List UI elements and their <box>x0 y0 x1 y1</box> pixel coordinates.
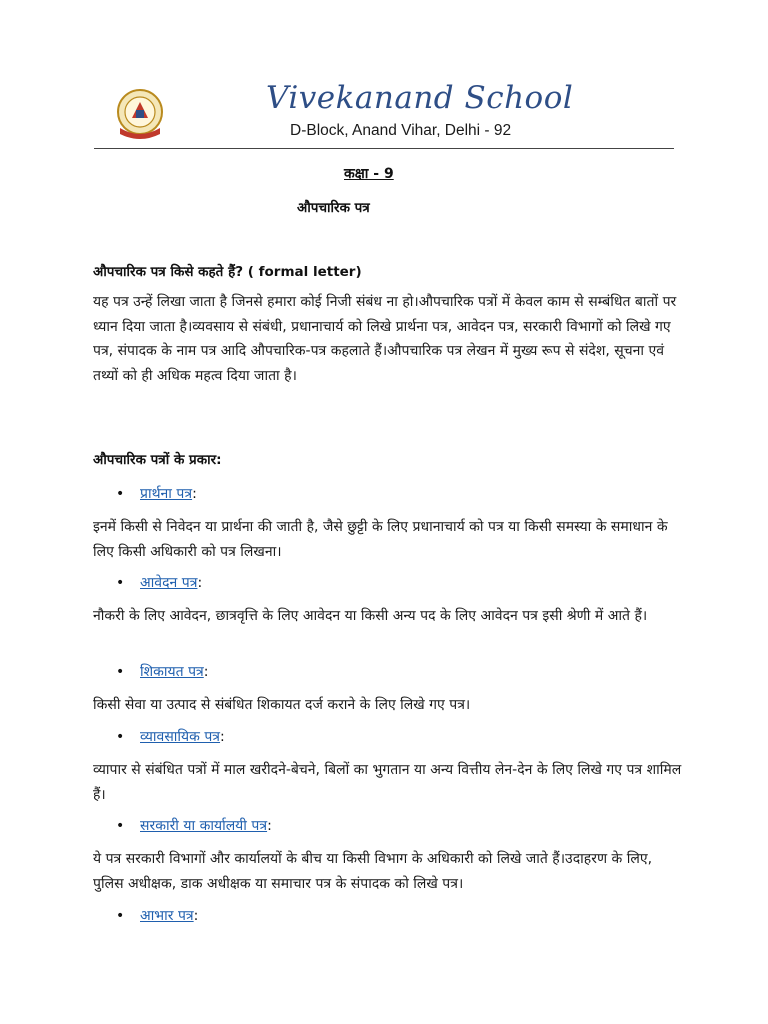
item-description: किसी सेवा या उत्पाद से संबंधित शिकायत दर्ज कराने के लिए लिखे गए पत्र। <box>93 697 471 713</box>
bullet-icon: • <box>116 664 125 680</box>
link-abhar-patra[interactable]: आभार पत्र <box>140 908 194 924</box>
document-title: औपचारिक पत्र <box>297 200 370 216</box>
item-description: व्यापार से संबंधित पत्रों में माल खरीदने-बेचने, बिलों का भुगतान या अन्य वित्तीय लेन-देन के लिए लिखे गए पत्र शामिल हैं। <box>93 762 682 803</box>
list-item-abhar: • आभार पत्र: <box>116 908 199 924</box>
item-description: नौकरी के लिए आवेदन, छात्रवृत्ति के लिए आवेदन या किसी अन्य पद के लिए आवेदन पत्र इसी श्रेणी में आते हैं। <box>93 608 648 624</box>
header-divider <box>94 148 674 149</box>
list-item-avedan: • आवेदन पत्र: <box>116 575 203 591</box>
list-item-shikayat: • शिकायत पत्र: <box>116 664 209 680</box>
school-name: Vivekanand School <box>266 80 574 116</box>
link-vyavsayik-patra[interactable]: व्यावसायिक पत्र <box>140 729 221 745</box>
link-sarkari-patra[interactable]: सरकारी या कार्यालयी पत्र <box>140 818 268 834</box>
link-shikayat-patra[interactable]: शिकायत पत्र <box>140 664 204 680</box>
section-heading-definition: औपचारिक पत्र किसे कहते हैं? ( formal letter) <box>93 264 362 280</box>
bullet-icon: • <box>116 486 125 502</box>
school-logo-icon <box>114 88 166 140</box>
list-item-vyavsayik: • व्यावसायिक पत्र: <box>116 729 225 745</box>
school-address: D-Block, Anand Vihar, Delhi - 92 <box>290 122 512 139</box>
class-label: कक्षा - 9 <box>344 166 394 182</box>
bullet-icon: • <box>116 729 125 745</box>
bullet-icon: • <box>116 908 125 924</box>
letterhead <box>94 80 674 148</box>
item-description: इनमें किसी से निवेदन या प्रार्थना की जाती है, जैसे छुट्टी के लिए प्रधानाचार्य को पत्र या किसी समस्या के समाधान के लिए किसी अधिकारी को पत्र लिखना। <box>93 519 668 560</box>
link-prarthana-patra[interactable]: प्रार्थना पत्र <box>140 486 193 502</box>
bullet-icon: • <box>116 818 125 834</box>
item-description: ये पत्र सरकारी विभागों और कार्यालयों के बीच या किसी विभाग के अधिकारी को लिखे जाते हैं।उदाहरण के लिए, पुलिस अधीक्षक, डाक अधीक्षक या समाचार पत्र के संपादक को लिखे पत्र। <box>93 851 653 892</box>
link-avedan-patra[interactable]: आवेदन पत्र <box>140 575 198 591</box>
list-item-prarthana: • प्रार्थना पत्र: <box>116 486 197 502</box>
definition-paragraph: यह पत्र उन्हें लिखा जाता है जिनसे हमारा कोई निजी संबंध ना हो।औपचारिक पत्रों में केवल काम से सम्बंधित बातों पर ध्यान दिया जाता है।व्यवसाय से संबंधी, प्रधानाचार्य को लिखे प्रार्थना पत्र, आवेदन पत्र, सरकारी विभागों को लिखे गए पत्र, संपादक के नाम पत्र आदि औपचारिक-पत्र कहलाते हैं।औपचारिक पत्र लेखन में मुख्य रूप से संदेश, सूचना एवं तथ्यों को ही अधिक महत्व दिया जाता है। <box>93 294 677 384</box>
section-heading-types: औपचारिक पत्रों के प्रकार: <box>93 452 222 468</box>
list-item-sarkari: • सरकारी या कार्यालयी पत्र: <box>116 818 272 834</box>
bullet-icon: • <box>116 575 125 591</box>
